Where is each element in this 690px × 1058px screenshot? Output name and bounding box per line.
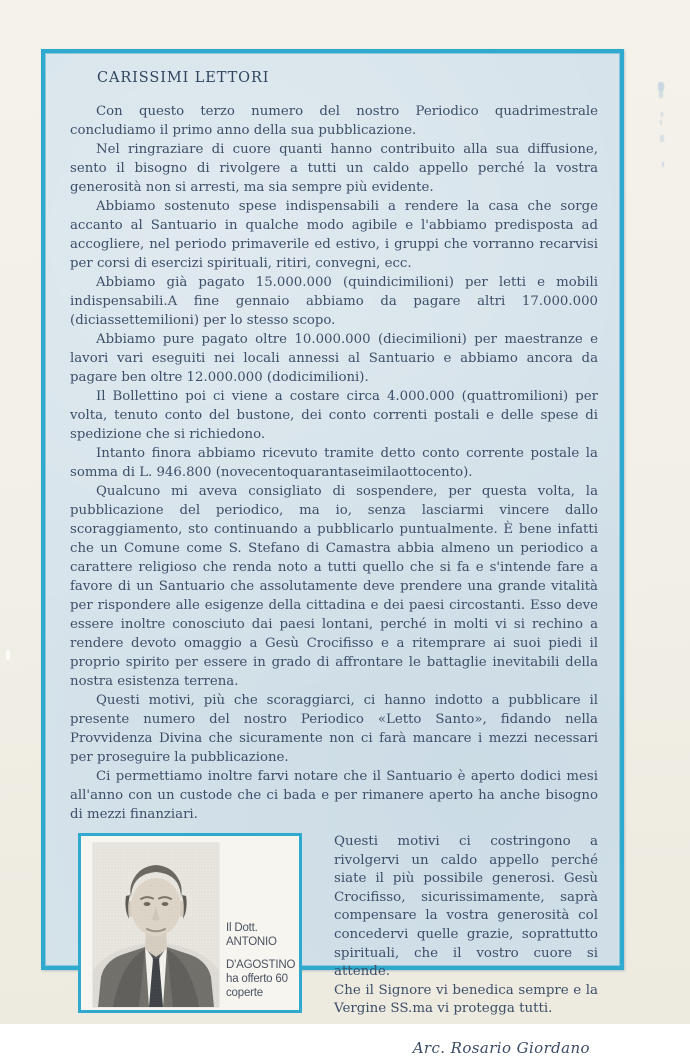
signature: Arc. Rosario Giordano xyxy=(412,1038,590,1057)
ink-bleed-marks xyxy=(656,82,666,192)
paragraph: Questi motivi, più che scoraggiarci, ci hanno indotto a pubblicare il presente numero del nostro Periodico «Letto Santo», fidando nella Provvidenza Divina che sicuramente non ci farà mancare i mezzi necessari per proseguire la pubblicazione. xyxy=(70,693,598,765)
page-title: CARISSIMI LETTORI xyxy=(97,70,270,86)
paragraph: Abbiamo sostenuto spese indispensabili a rendere la casa che sorge accanto al Santuario in qualche modo agibile e l'abbiamo predisposta ad accogliere, nel periodo primaverile ed estivo, i gruppi che vorranno recarvisi per corsi di esercizi spirituali, ritiri, convegni, ecc. xyxy=(70,199,598,271)
closing-paragraph: Che il Signore vi benedica sempre e la Vergine SS.ma vi protegga tutti. xyxy=(334,982,598,1017)
closing-paragraphs xyxy=(334,833,598,1019)
paragraph: Con questo terzo numero del nostro Periodico quadrimestrale concludiamo il primo anno della sua pubblicazione. xyxy=(70,104,598,138)
content-frame xyxy=(41,49,624,1057)
paragraph: Intanto finora abbiamo ricevuto tramite detto conto corrente postale la somma di L. 946.800 (novecentoquarantaseimilaottocento). xyxy=(70,446,598,480)
paragraph: Il Bollettino poi ci viene a costare circa 4.000.000 (quattromilioni) per volta, tenuto conto del bustone, dei conto correnti postali e delle spese di spedizione che si richiedono. xyxy=(70,389,598,442)
photo-caption-line: Il Dott. xyxy=(226,922,258,934)
portrait-photo xyxy=(93,843,219,1007)
paragraph: Nel ringraziare di cuore quanti hanno contribuito alla sua diffusione, sento il bisogno di rivolgere a tutti un caldo appello perché la vostra generosità non si arresti, ma sia sempre più evidente. xyxy=(70,142,598,195)
photo-caption xyxy=(219,843,295,1010)
paragraph: Abbiamo pure pagato oltre 10.000.000 (diecimilioni) per maestranze e lavori vari eseguiti nei locali annessi al Santuario e abbiamo ancora da pagare ben oltre 12.000.000 (dodicimilioni). xyxy=(70,332,598,385)
letter-body xyxy=(70,102,598,824)
photo-box xyxy=(78,833,302,1013)
photo-caption-line: coperte xyxy=(226,987,263,999)
paragraph: Ci permettiamo inoltre farvi notare che il Santuario è aperto dodici mesi all'anno con un custode che ci bada e per rimanere aperto ha anche bisogno di mezzi finanziari. xyxy=(70,769,598,822)
paragraph: Qualcuno mi aveva consigliato di sospendere, per questa volta, la pubblicazione del periodico, ma io, senza lasciarmi vincere dallo scoraggiamento, sto continuando a pubblicarlo puntualmente. È bene infatti che un Comune come S. Stefano di Camastra abbia almeno un periodico a carattere religioso che renda noto a tutti quello che si fa e s'intende fare a favore di un Santuario che assolutamente deve prendere una grande vitalità per rispondere alle esigenze della cittadina e dei paesi circostanti. Esso deve essere inoltre conosciuto dai paesi lontani, perché in molti vi si rechino a rendere devoto omaggio a Gesù Crocifisso e a ritemprare ai suoi piedi il proprio spirito per essere in grado di affrontare le battaglie inevitabili della nostra esistenza terrena. xyxy=(70,484,598,689)
scan-artifact xyxy=(6,650,10,660)
photo-caption-line: ANTONIO xyxy=(226,936,277,948)
paragraph: Abbiamo già pagato 15.000.000 (quindicimilioni) per letti e mobili indispensabili.A fine gennaio abbiamo da pagare altri 17.000.000 (diciassettemilioni) per lo stesso scopo. xyxy=(70,275,598,328)
closing-paragraph: Questi motivi ci costringono a rivolgervi un caldo appello perché siate il più possibile generosi. Gesù Crocifisso, sicurissimamente, saprà compensare la vostra generosità col concedervi quelle grazie, soprattutto spirituali, che il vostro cuore si attende. xyxy=(334,834,598,980)
photo-caption-line: ha offerto 60 xyxy=(226,973,288,985)
photo-caption-line: D'AGOSTINO xyxy=(226,959,296,971)
